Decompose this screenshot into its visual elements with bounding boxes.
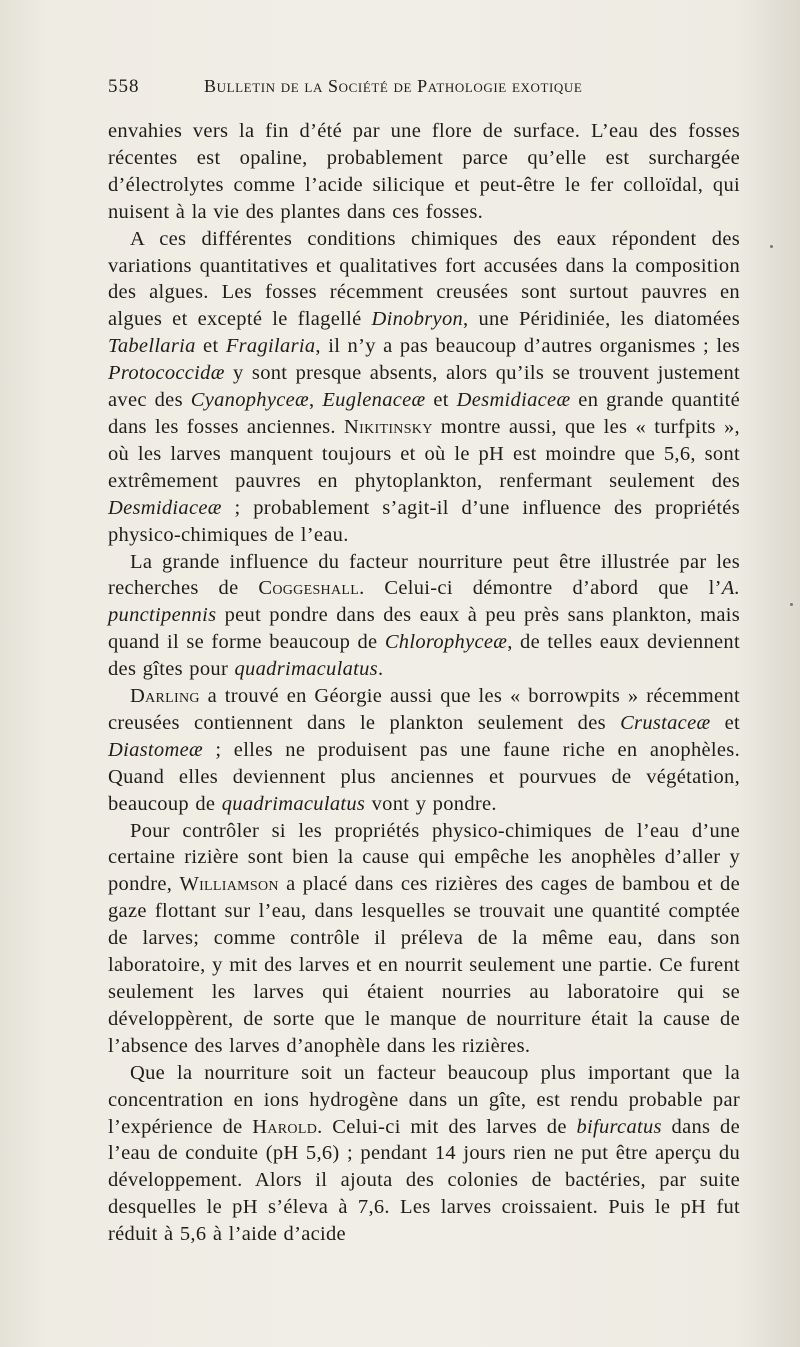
italic-term: Euglenaceæ (322, 389, 426, 412)
text-run: ; elles ne produisent pas une faune riche en anophèles. Quand elles deviennent plus anciennes et pourvues de végétation, beaucoup de (108, 738, 740, 815)
text-run: , de telles eaux deviennent des gîtes pour (108, 631, 740, 681)
paragraph (108, 118, 740, 226)
italic-term: Protococcidæ (108, 362, 225, 385)
text-run: Pour contrôler si les propriétés physico-chimiques de l’eau d’une certaine rizière sont bien la cause qui empêche les anophèles d’aller y pondre, (108, 819, 740, 896)
text-run: La grande influence du facteur nourriture peut être illustrée par les recherches de (108, 550, 740, 600)
text-run: ; probablement s’agit-il d’une influence des propriétés physico-chimiques de l’eau. (108, 496, 740, 546)
paragraph (108, 683, 740, 818)
italic-term: quadrimaculatus (221, 792, 366, 815)
running-header (108, 76, 738, 104)
text-run: et (710, 711, 740, 734)
text-run: peut pondre dans des eaux à peu près sans plankton, mais quand il se forme beaucoup de (108, 604, 740, 654)
author-name: Darling (130, 685, 200, 708)
running-title: Bulletin de la Société de Pathologie exotique (204, 76, 583, 96)
italic-term: A. punctipennis (108, 577, 740, 627)
text-run: et (195, 335, 226, 358)
paragraph (108, 226, 740, 549)
italic-term: Desmidiaceæ (108, 496, 222, 519)
paragraph (108, 818, 740, 1060)
author-name: Coggeshall (258, 577, 360, 600)
italic-term: bifurcatus (576, 1115, 662, 1138)
text-run: en grande quantité dans les fosses anciennes. (108, 389, 740, 438)
author-name: Nikitinsky (344, 415, 433, 438)
text-run: , (309, 389, 323, 412)
text-run: . Celui-ci mit des larves de (317, 1115, 577, 1138)
italic-term: Fragilaria (225, 335, 316, 358)
italic-term: Desmidiaceæ (456, 389, 571, 412)
text-run: . Celui-ci démontre d’abord que l’ (359, 577, 722, 600)
paragraph (108, 1060, 740, 1248)
text-run: , il n’y a pas beaucoup d’autres organismes ; les (315, 335, 741, 358)
margin-speck (790, 603, 793, 606)
text-run: Que la nourriture soit un facteur beaucoup plus important que la concentration en ions hydrogène dans un gîte, est rendu probable par l’expérience de (108, 1061, 740, 1138)
paragraph (108, 549, 740, 684)
italic-term: Tabellaria (108, 335, 196, 358)
italic-term: quadrimaculatus (234, 658, 378, 681)
text-run: envahies vers la fin d’été par une flore de surface. L’eau des fosses récentes est opaline, probablement parce qu’elle est surchargée d’électrolytes comme l’acide silicique et peut-être le fer colloïdal, qui nuisent à la vie des plantes dans ces fosses. (108, 120, 740, 223)
text-run: A ces différentes conditions chimiques des eaux répondent des variations quantitatives et qualitatives fort accusées dans la composition des algues. Les fosses récemment creusées sont surtout pauvres en algues et excepté le flagellé (108, 227, 740, 331)
author-name: Harold (252, 1115, 318, 1138)
text-run: . (377, 658, 384, 681)
italic-term: Cyanophyceæ (190, 389, 310, 412)
text-run: a trouvé en Géorgie aussi que les « borrowpits » récemment creusées contiennent dans le plankton seulement des (108, 685, 740, 734)
text-run: dans de l’eau de conduite (pH 5,6) ; pendant 14 jours rien ne put être aperçu du développement. Alors il ajouta des colonies de bactéries, par suite desquelles le pH s’éleva à 7,6. Les larves croissaient. Puis le pH fut réduit à 5,6 à l’aide d’acide (108, 1115, 741, 1246)
author-name: Williamson (179, 873, 279, 896)
margin-speck (770, 245, 773, 248)
text-run: a placé dans ces rizières des cages de bambou et de gaze flottant sur l’eau, dans lesquelles se trouvait une quantité comptée de larves; comme contrôle il préleva de la même eau, dans son laboratoire, y mit des larves et en nourrit seulement une partie. Ce furent seulement les larves qui étaient nourries au laboratoire qui se développèrent, de sorte que le manque de nourriture était la cause de l’absence des larves d’anophèle dans les rizières. (108, 873, 740, 1057)
italic-term: Chlorophyceæ (384, 631, 508, 654)
italic-term: Diastomeæ (108, 738, 203, 761)
text-run: y sont presque absents, alors qu’ils se trouvent justement avec des (108, 362, 740, 412)
text-run: et (425, 389, 457, 412)
page-number: 558 (108, 76, 140, 97)
body-text (108, 118, 740, 1248)
text-run: vont y pondre. (365, 792, 497, 815)
italic-term: Crustaceæ (620, 711, 711, 734)
italic-term: Dinobryon (371, 308, 464, 331)
text-run: montre aussi, que les « turfpits », où les larves manquent toujours et où le pH est moindre que 5,6, sont extrêmement pauvres en phytoplankton, renfermant seulement des (108, 415, 740, 492)
text-run: , une Péridiniée, les diatomées (463, 308, 740, 331)
